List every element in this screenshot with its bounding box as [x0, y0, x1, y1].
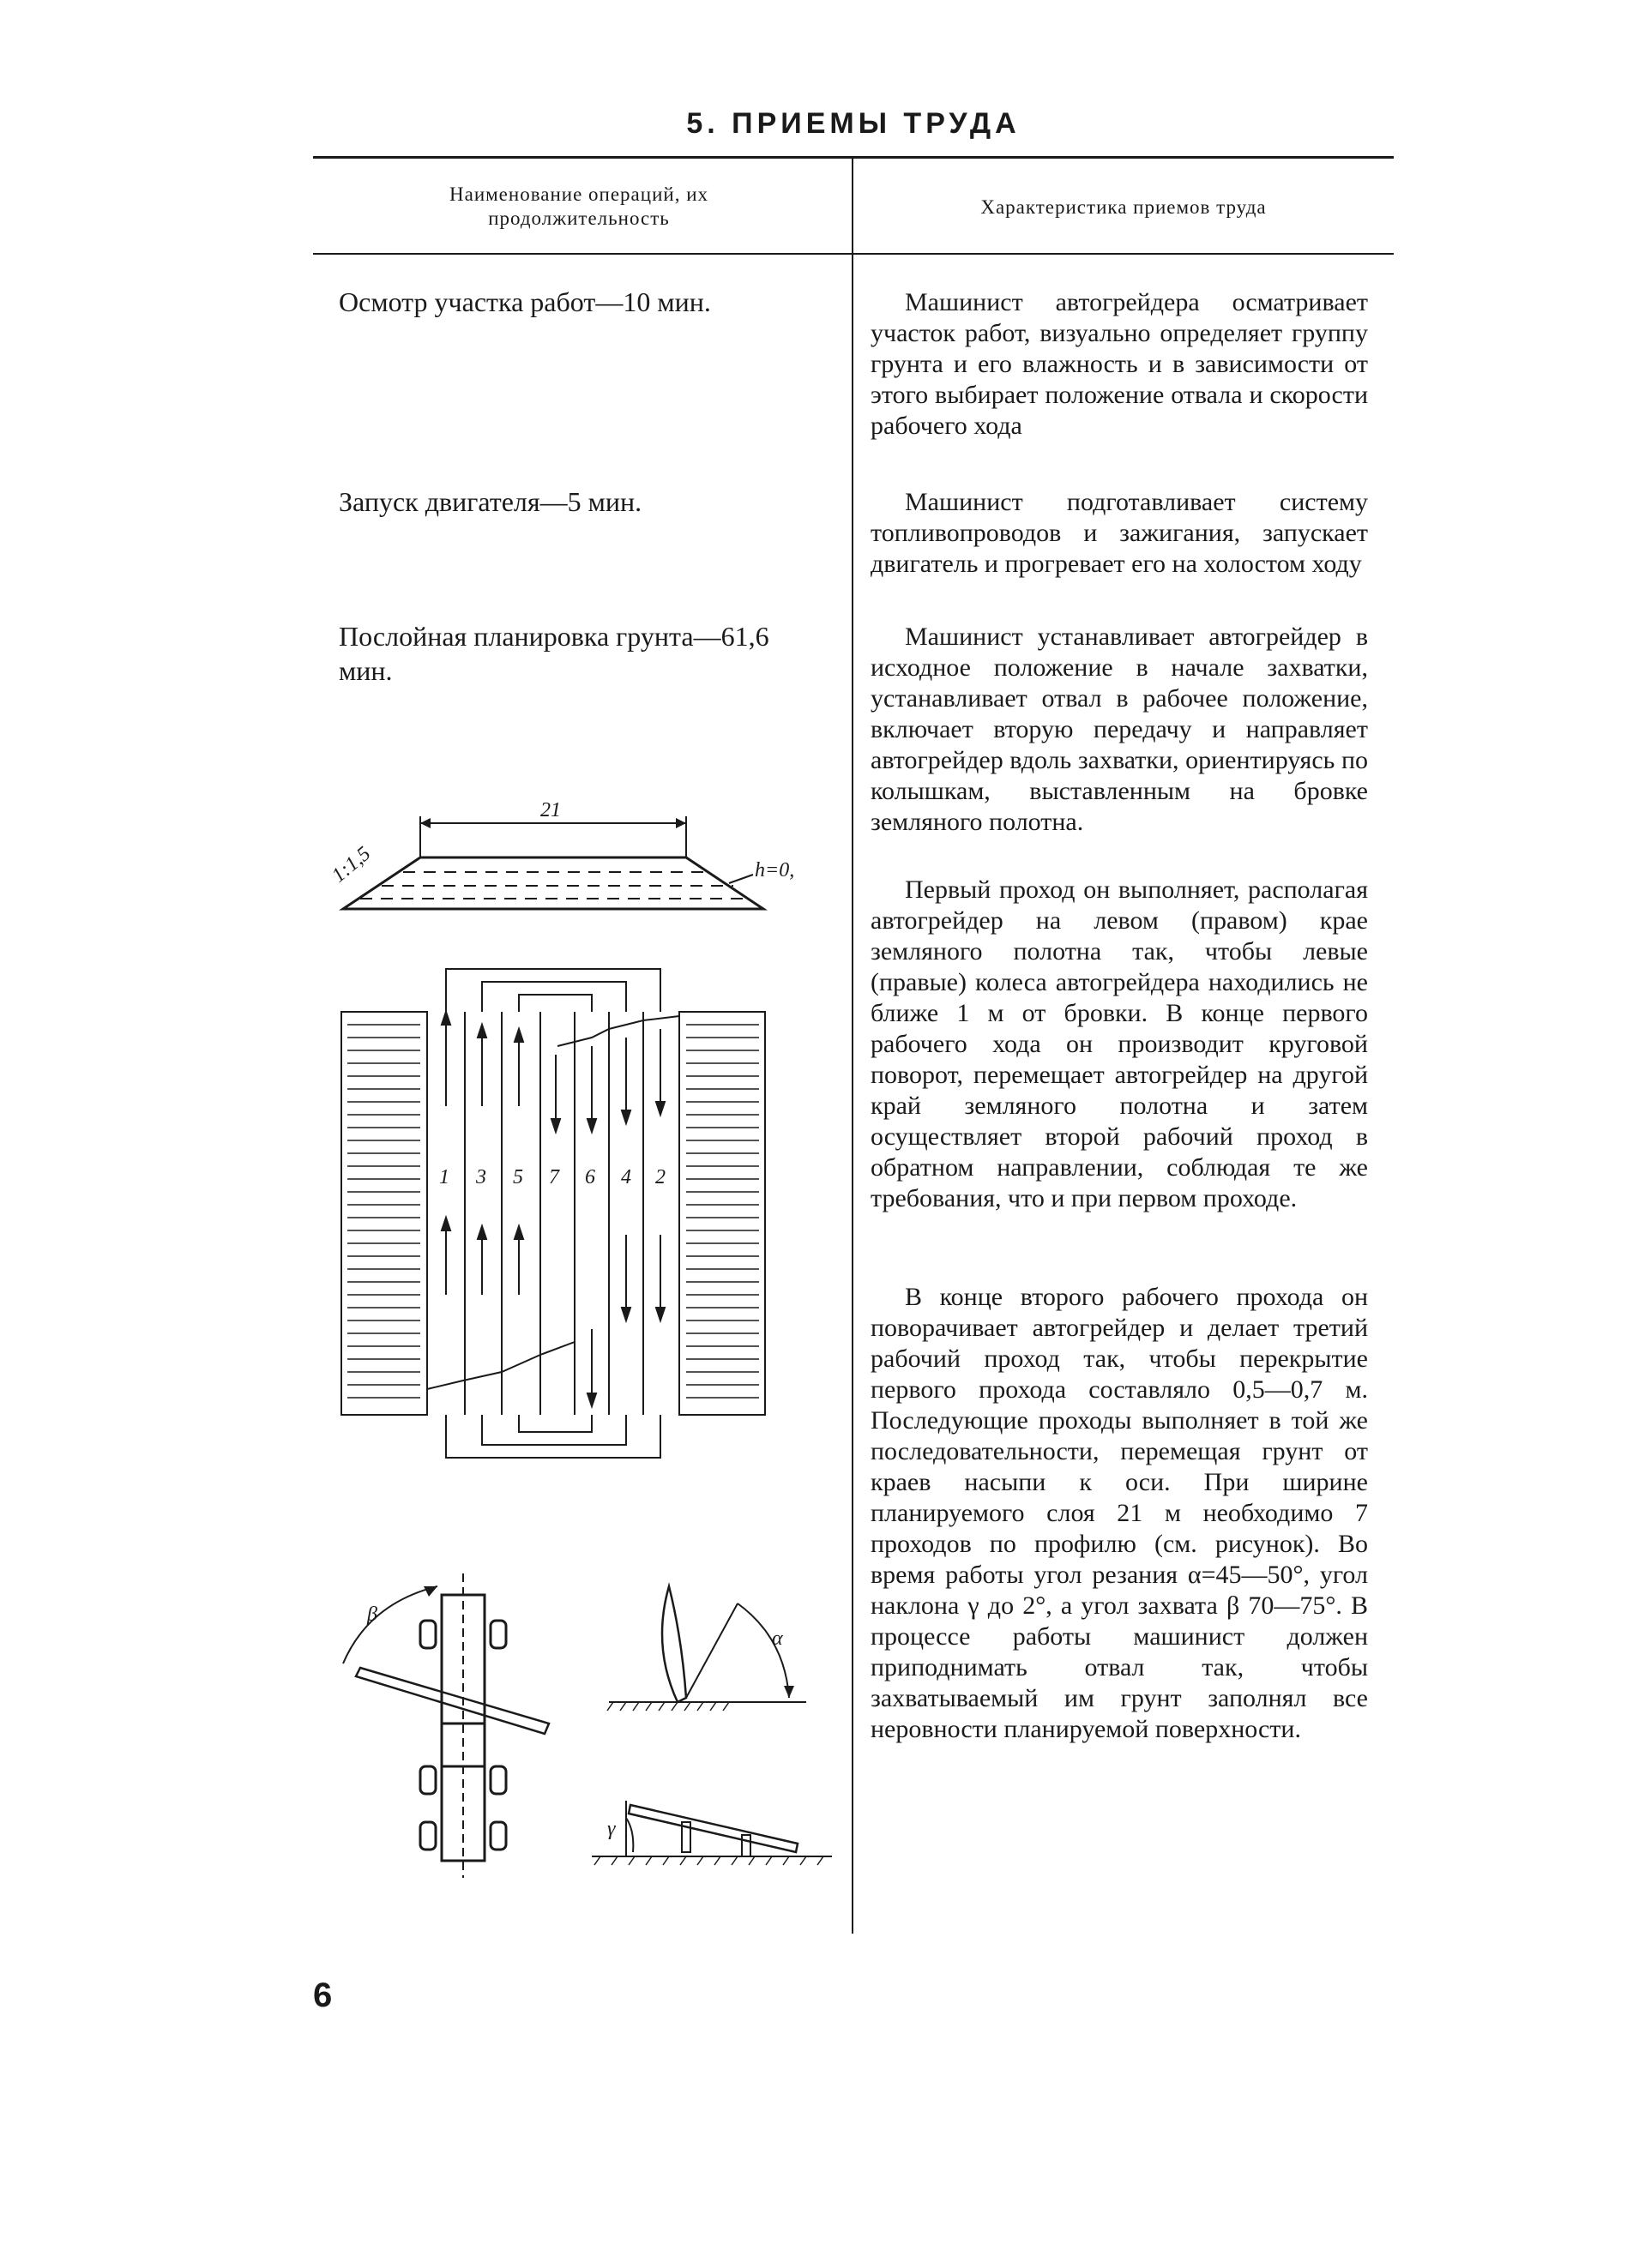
blade-profile-figure: [600, 1578, 823, 1724]
operation-inspection: Осмотр участка работ—10 мин.: [339, 286, 711, 317]
header-left: Наименование операций, их продолжительность: [449, 183, 708, 229]
pass-arrows: [442, 1012, 665, 1406]
operation-engine-start: Запуск двигателя—5 мин.: [339, 486, 642, 517]
description-grading-1: Машинист устанавливает автогрейдер в исходное положение в начале захватки, устанавливает отвал в рабочее положение, включает вторую передачу и направляет автогрейдер вдоль захватки, ориентируясь по колышкам, выставленным на бровке земляного полотна.: [871, 623, 1368, 836]
table-header-rule: [313, 253, 1394, 255]
blade-tilt-figure: [583, 1784, 841, 1878]
pass-number-labels: [439, 1166, 666, 1188]
description-inspection: Машинист автогрейдера осматривает участок работ, визуально определяет группу грунта и его влажность и в зависимости от этого выбирает положение отвала и скорости рабочего хода: [871, 288, 1368, 440]
column-divider: [852, 159, 853, 1934]
description-engine-start: Машинист подготавливает систему топливопроводов и зажигания, запускает двигатель и прогревает его на холостом ходу: [871, 488, 1368, 578]
pass-number: 3: [476, 1166, 486, 1188]
description-grading-2: Первый проход он выполняет, располагая автогрейдер на левом (правом) крае земляного полотна так, чтобы левые (правые) колеса автогрейдера находились не ближе 1 м от бровки. В конце первого рабочего хода он производит круговой поворот, перемещает автогрейдер на другой край земляного полотна и затем осуществляет второй рабочий проход в обратном направлении, соблюдая те же требования, что и при первом проходе.: [871, 875, 1368, 1212]
pass-number: 4: [621, 1166, 631, 1188]
passes-plan-figure: [334, 952, 832, 1552]
left-shoulder-hatching: [341, 1012, 427, 1415]
beta-angle-label: β: [367, 1603, 377, 1626]
header-right: Характеристика приемов труда: [980, 196, 1267, 218]
alpha-angle-label: α: [772, 1627, 783, 1650]
pass-number: 5: [513, 1166, 523, 1188]
cross-section-figure: [328, 789, 832, 935]
grader-plan-figure: [334, 1569, 566, 1886]
section-title: 5. ПРИЕМЫ ТРУДА: [686, 107, 1021, 140]
pass-number: 6: [585, 1166, 595, 1188]
pass-number: 1: [439, 1166, 449, 1188]
gamma-angle-label: γ: [607, 1818, 616, 1840]
operation-layer-grading: Послойная планировка грунта—61,6 мин.: [339, 621, 769, 686]
pass-number: 7: [549, 1166, 559, 1188]
page-number: 6: [313, 1976, 333, 2014]
right-shoulder-hatching: [679, 1012, 765, 1415]
width-label: 21: [540, 799, 561, 821]
pass-lanes: [427, 969, 679, 1458]
slope-label: 1:1,5: [328, 842, 376, 887]
table-top-rule: [313, 156, 1394, 159]
height-label: h=0,: [755, 859, 795, 881]
description-grading-3: В конце второго рабочего прохода он поворачивает автогрейдер и делает третий рабочий проход так, чтобы перекрытие первого прохода составляло 0,5—0,7 м. Последующие проходы выполняет в той же последовательности, перемещая грунт от краев насыпи к оси. При ширине планируемого слоя 21 м необходимо 7 проходов по профилю (см. рисунок). Во время работы угол резания α=45—50°, угол наклона γ до 2°, а угол захвата β 70—75°. В процессе работы машинист должен приподнимать отвал так, чтобы захватываемый им грунт заполнял все неровности планируемой поверхности.: [871, 1283, 1368, 1743]
pass-number: 2: [655, 1166, 666, 1188]
